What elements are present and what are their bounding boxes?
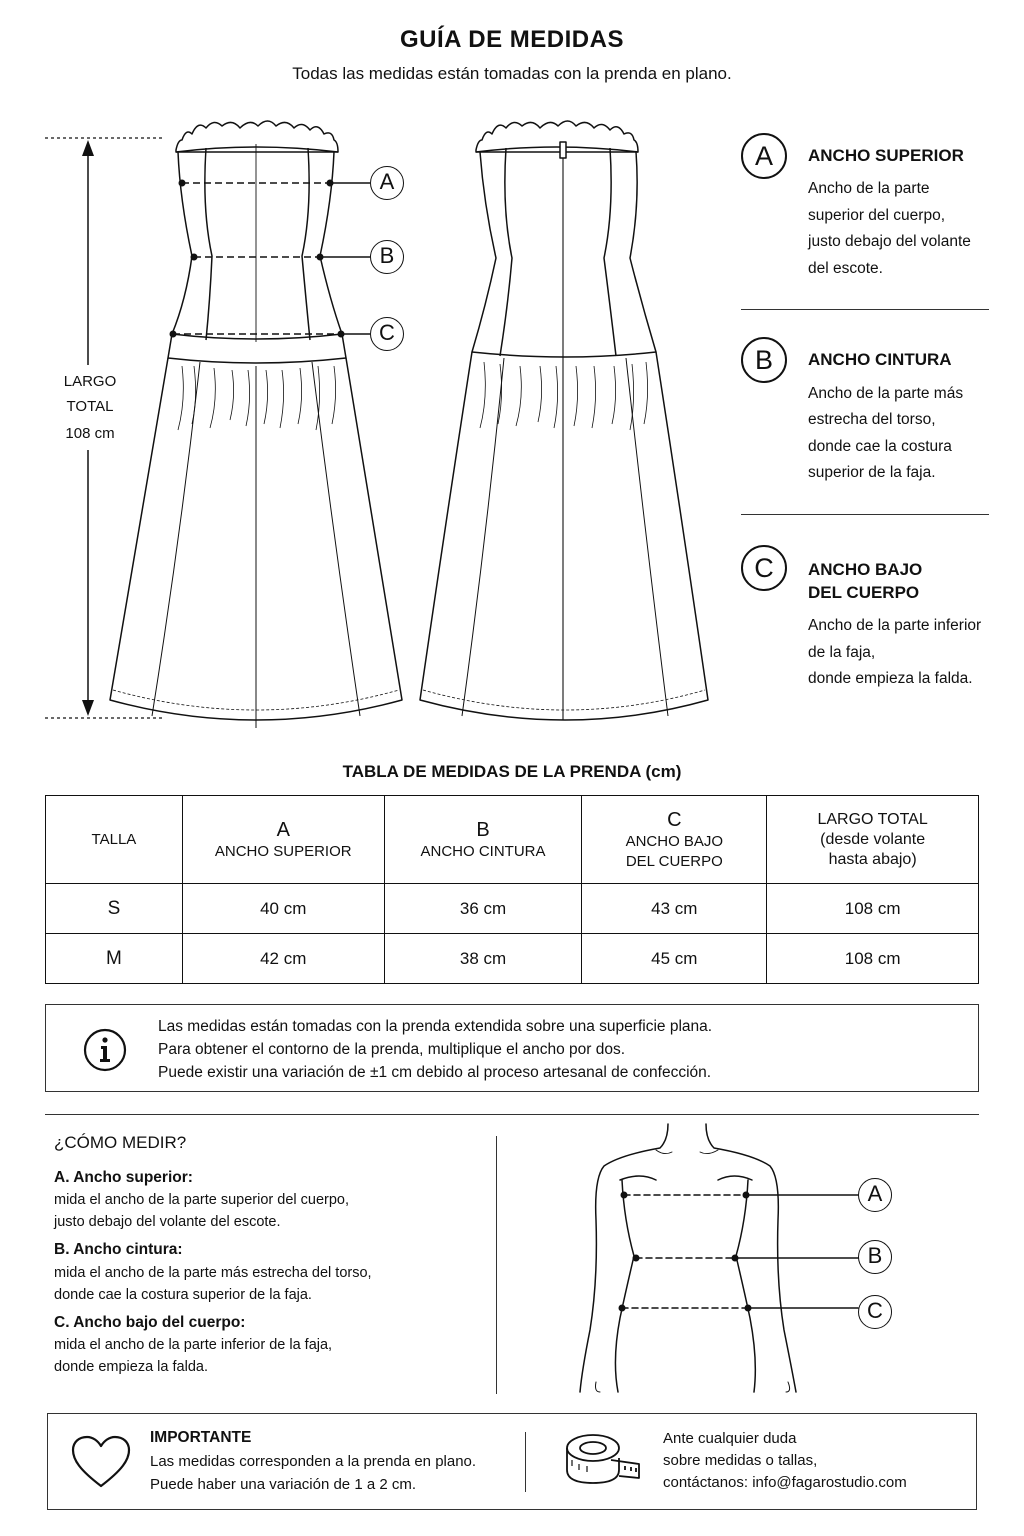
important-line-2: Puede haber una variación de 1 a 2 cm. <box>150 1476 417 1493</box>
body-label-a: A <box>858 1178 892 1212</box>
table-row <box>46 934 979 984</box>
measure-a-desc-1: Ancho de la parte <box>808 180 930 197</box>
measure-c-desc-2: de la faja, <box>808 644 876 661</box>
info-line-2: Para obtener el contorno de la prenda, multiplique el ancho por dos. <box>158 1041 626 1058</box>
header-b <box>384 796 582 884</box>
header-b-label: ANCHO CINTURA <box>420 842 546 860</box>
cell-length: 108 cm <box>767 884 979 934</box>
cell-size: S <box>46 884 183 934</box>
info-line-1: Las medidas están tomadas con la prenda extendida sobre una superficie plana. <box>158 1018 713 1035</box>
howto-a-line-1: mida el ancho de la parte superior del cuerpo, <box>54 1192 350 1208</box>
size-table <box>45 795 979 984</box>
header-c-letter: C <box>667 808 682 831</box>
info-icon <box>82 1027 128 1073</box>
front-label-c: C <box>370 317 404 351</box>
section-divider <box>45 1114 979 1115</box>
cell-a: 42 cm <box>182 934 384 984</box>
length-value: 108 cm <box>65 425 115 442</box>
howto-title: ¿CÓMO MEDIR? <box>54 1133 187 1152</box>
cell-c: 45 cm <box>582 934 767 984</box>
dress-front-illustration <box>100 110 420 750</box>
measure-b-desc-3: donde cae la costura <box>808 438 952 455</box>
howto-b-line-1: mida el ancho de la parte más estrecha del torso, <box>54 1265 372 1281</box>
measuring-tape-icon <box>563 1430 643 1494</box>
divider <box>741 309 989 310</box>
howto-c-line-1: mida el ancho de la parte inferior de la faja, <box>54 1337 333 1353</box>
page-title: GUÍA DE MEDIDAS <box>400 26 624 53</box>
contact-line-1: Ante cualquier duda <box>663 1430 797 1447</box>
measure-c-badge: C <box>741 545 787 591</box>
header-b-letter: B <box>476 818 490 841</box>
howto-b-line-2: donde cae la costura superior de la faja. <box>54 1287 312 1303</box>
howto-a-heading: A. Ancho superior: <box>54 1169 193 1186</box>
header-c-label-1: ANCHO BAJO <box>625 832 724 850</box>
cell-b: 38 cm <box>384 934 582 984</box>
cell-size: M <box>46 934 183 984</box>
cell-length: 108 cm <box>767 934 979 984</box>
page-subtitle: Todas las medidas están tomadas con la prenda en plano. <box>292 64 732 83</box>
howto-b-heading: B. Ancho cintura: <box>54 1241 183 1258</box>
table-row <box>46 884 979 934</box>
cell-c: 43 cm <box>582 884 767 934</box>
header-length-label-3: hasta abajo) <box>828 850 917 868</box>
divider <box>741 514 989 515</box>
howto-a-line-2: justo debajo del volante del escote. <box>54 1214 281 1230</box>
info-line-3: Puede existir una variación de ±1 cm debido al proceso artesanal de confección. <box>158 1064 712 1081</box>
body-label-b: B <box>858 1240 892 1274</box>
measure-a-desc-4: del escote. <box>808 260 883 277</box>
measure-c-title-line2: DEL CUERPO <box>808 583 920 602</box>
howto-c-heading: C. Ancho bajo del cuerpo: <box>54 1314 246 1331</box>
dress-back-illustration <box>410 110 720 750</box>
vertical-divider <box>496 1136 497 1394</box>
measure-c-desc-1: Ancho de la parte inferior <box>808 617 982 634</box>
header-size <box>46 796 183 884</box>
header-c <box>582 796 767 884</box>
info-box <box>45 1004 979 1092</box>
header-a-label: ANCHO SUPERIOR <box>214 842 352 860</box>
front-label-a: A <box>370 166 404 200</box>
measure-b-title: ANCHO CINTURA <box>808 350 952 369</box>
howto-c-line-2: donde empieza la falda. <box>54 1359 208 1375</box>
measure-a-title: ANCHO SUPERIOR <box>808 146 964 165</box>
contact-line-2: sobre medidas o tallas, <box>663 1452 818 1469</box>
measure-b-badge: B <box>741 337 787 383</box>
measure-a-badge: A <box>741 133 787 179</box>
measure-c-desc-3: donde empieza la falda. <box>808 670 973 687</box>
measure-b-desc-1: Ancho de la parte más <box>808 385 964 402</box>
measure-b-desc-4: superior de la faja. <box>808 464 936 481</box>
heart-icon <box>70 1434 132 1490</box>
cell-b: 36 cm <box>384 884 582 934</box>
cell-a: 40 cm <box>182 884 384 934</box>
important-divider <box>525 1432 526 1492</box>
body-label-c: C <box>858 1295 892 1329</box>
header-size-label: TALLA <box>91 830 137 848</box>
header-length-label-1: LARGO TOTAL <box>817 810 928 828</box>
header-length-label-2: (desde volante <box>820 830 926 848</box>
header-a-letter: A <box>276 818 290 841</box>
front-label-b: B <box>370 240 404 274</box>
measure-a-desc-3: justo debajo del volante <box>808 233 971 250</box>
measure-b-desc-2: estrecha del torso, <box>808 411 936 428</box>
important-line-1: Las medidas corresponden a la prenda en plano. <box>150 1453 477 1470</box>
header-length <box>767 796 979 884</box>
important-title: IMPORTANTE <box>150 1429 252 1446</box>
length-label-line1: LARGO <box>63 373 117 390</box>
length-label-line2: TOTAL <box>66 398 114 415</box>
contact-line-3: contáctanos: info@fagarostudio.com <box>663 1474 907 1491</box>
header-a <box>182 796 384 884</box>
table-title: TABLA DE MEDIDAS DE LA PRENDA (cm) <box>342 762 682 781</box>
header-c-label-2: DEL CUERPO <box>625 852 723 870</box>
measure-c-title-line1: ANCHO BAJO <box>808 560 923 579</box>
table-header-row <box>46 796 979 884</box>
measure-a-desc-2: superior del cuerpo, <box>808 207 945 224</box>
